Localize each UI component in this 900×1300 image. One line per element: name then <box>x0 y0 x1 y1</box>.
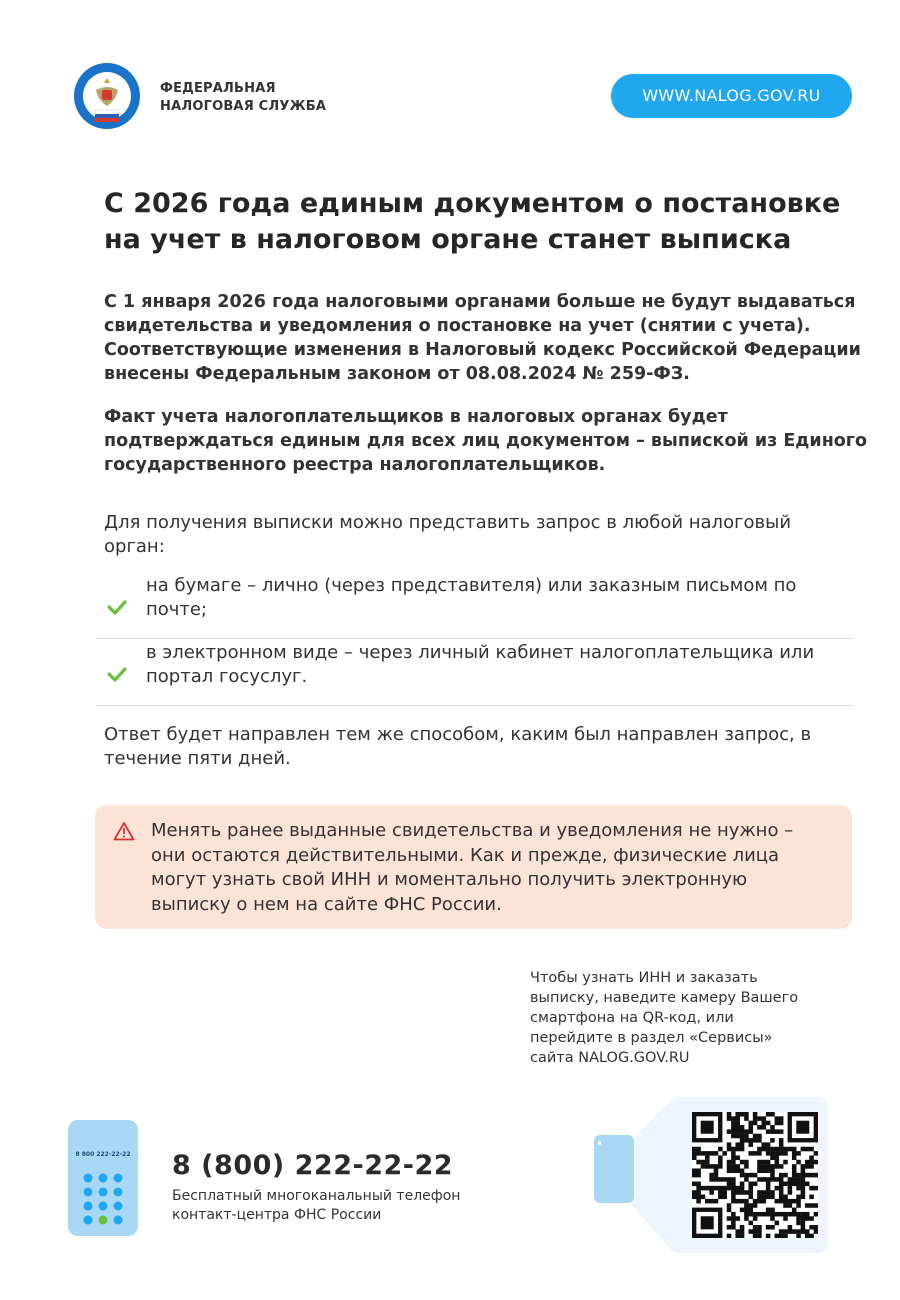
page-title: С 2026 года единым документом о постановке на учет в налоговом органе станет выписка <box>104 188 841 255</box>
list-item <box>96 641 853 706</box>
phone-keypad-icon <box>68 1120 138 1236</box>
list-item-text: на бумаге – лично (через представителя) или заказным письмом по почте; <box>146 575 797 620</box>
paragraph-law-change: С 1 января 2026 года налоговыми органами больше не будут выдаваться свидетельства и уведомления о постановке на учет (снятии с учета). Соответствующие изменения в Налоговый кодекс Российской Федерации внесены Федеральным законом от 08.08.2024 № 259-ФЗ. <box>104 292 861 384</box>
hotline-description-line2: контакт-центра ФНС России <box>172 1207 382 1223</box>
hotline-description <box>172 1187 460 1225</box>
paragraph-request-intro: Для получения выписки можно представить запрос в любой налоговый орган: <box>104 512 792 557</box>
list-item <box>96 574 853 639</box>
qr-hint-text: Чтобы узнать ИНН и заказать выписку, наведите камеру Вашего смартфона на QR-код, или перейдите в раздел «Сервисы» сайта NALOG.GOV.RU <box>530 970 799 1066</box>
check-icon <box>106 598 128 616</box>
info-note-box <box>95 805 852 929</box>
info-note-text: Менять ранее выданные свидетельства и уведомления не нужно – они остаются действительными. Как и прежде, физические лица могут узнать свой ИНН и моментально получить электронную выписку о нем на сайте ФНС России. <box>151 820 794 915</box>
hotline-description-line1: Бесплатный многоканальный телефон <box>172 1188 461 1204</box>
paragraph-egrn-extract: Факт учета налогоплательщиков в налоговых органах будет подтверждаться единым для всех лиц документом – выпиской из Единого государственного реестра налогоплательщиков. <box>104 407 867 475</box>
phone-screen-number: 8 800 222-22-22 <box>75 1151 131 1158</box>
org-name-line2: НАЛОГОВАЯ СЛУЖБА <box>160 99 327 114</box>
qr-code[interactable] <box>692 1112 818 1238</box>
paragraph-response-time: Ответ будет направлен тем же способом, каким был направлен запрос, в течение пяти дней. <box>104 724 812 769</box>
list-item-text: в электронном виде – через личный кабинет налогоплательщика или портал госуслуг. <box>146 642 815 687</box>
fns-emblem-logo <box>72 60 142 132</box>
org-name <box>160 80 326 116</box>
warning-icon <box>113 821 135 841</box>
website-link-button[interactable]: WWW.NALOG.GOV.RU <box>611 74 852 118</box>
org-name-line1: ФЕДЕРАЛЬНАЯ <box>160 81 276 96</box>
hotline-number[interactable]: 8 (800) 222-22-22 <box>172 1150 454 1181</box>
check-icon <box>106 665 128 683</box>
